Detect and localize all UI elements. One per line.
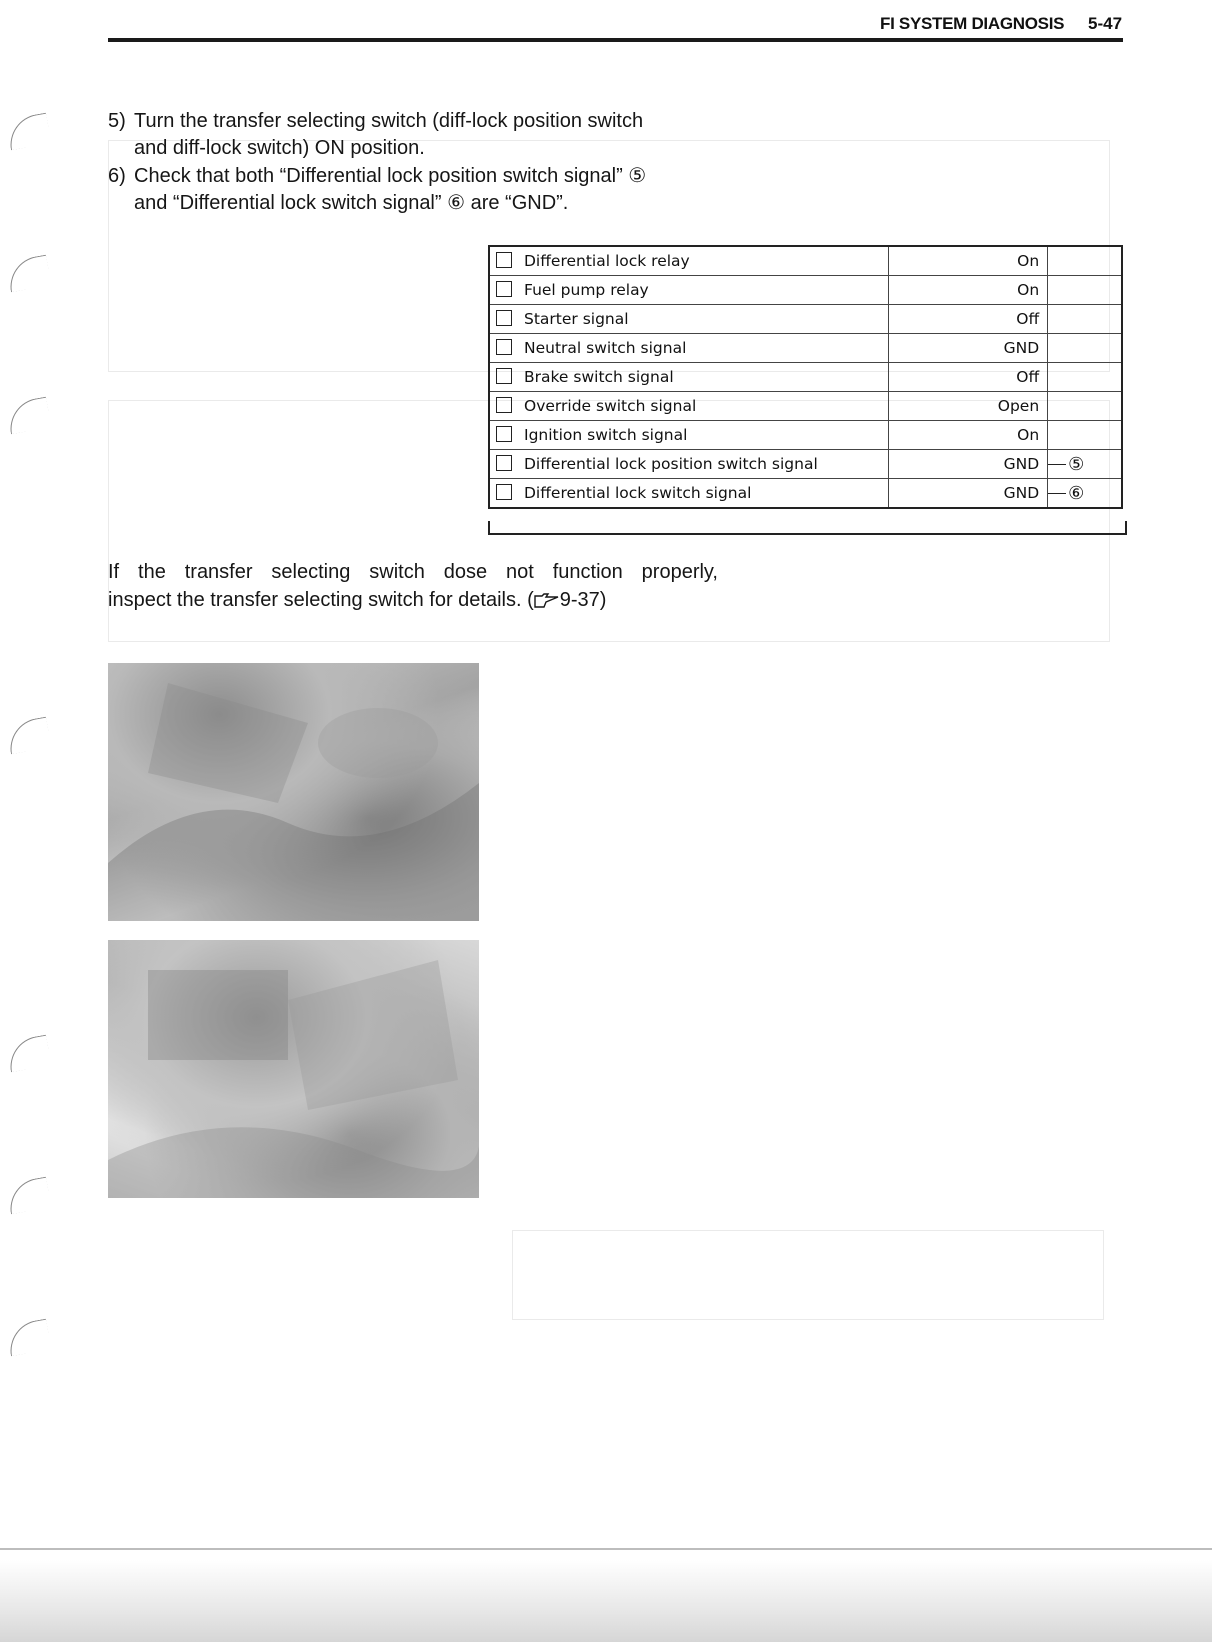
signal-name-cell <box>489 334 888 363</box>
callout-cell <box>1048 305 1122 334</box>
bleed-through-frame <box>512 1230 1104 1320</box>
checkbox-icon <box>496 339 512 355</box>
signal-name-cell <box>489 363 888 392</box>
callout-cell <box>1048 363 1122 392</box>
signal-name-cell <box>489 246 888 276</box>
callout-cell <box>1048 479 1122 509</box>
header-rule <box>108 38 1123 42</box>
callout-cell <box>1048 276 1122 305</box>
photo-switch-coupler <box>108 940 479 1198</box>
signal-name: Starter signal <box>524 310 629 328</box>
checkbox-icon <box>496 455 512 471</box>
callout-leader-line <box>1048 493 1066 494</box>
photo-transfer-switch-connector <box>108 663 479 921</box>
inspection-note <box>108 558 718 614</box>
step-5 <box>108 108 718 162</box>
step-number: 6) <box>108 165 126 187</box>
table-row <box>489 392 1122 421</box>
bottom-rule <box>0 1548 1212 1550</box>
signal-name-cell <box>489 450 888 479</box>
binder-hole <box>6 113 52 151</box>
signal-name: Override switch signal <box>524 397 697 415</box>
binder-hole <box>6 717 52 755</box>
signal-value: On <box>888 421 1047 450</box>
callout-cell <box>1048 334 1122 363</box>
checkbox-icon <box>496 484 512 500</box>
signal-name: Differential lock position switch signal <box>524 455 818 473</box>
binder-hole <box>6 1035 52 1073</box>
checkbox-icon <box>496 252 512 268</box>
step-text-line1: Turn the transfer selecting switch (diff-lock position switch <box>134 110 644 132</box>
table-row <box>489 276 1122 305</box>
callout-cell <box>1048 421 1122 450</box>
signal-name-cell <box>489 421 888 450</box>
step-text-line2: and “Differential lock switch signal” ⑥ are “GND”. <box>134 192 569 214</box>
table-row <box>489 305 1122 334</box>
checkbox-icon <box>496 426 512 442</box>
signal-name: Differential lock relay <box>524 252 690 270</box>
callout-cell <box>1048 246 1122 276</box>
table-row <box>489 334 1122 363</box>
reference-pointer-icon <box>534 586 560 614</box>
callout-label: ⑤ <box>1068 454 1085 475</box>
signal-value: On <box>888 276 1047 305</box>
callout-label: ⑥ <box>1068 483 1085 504</box>
signal-value: GND <box>888 450 1047 479</box>
checkbox-icon <box>496 281 512 297</box>
signal-name: Brake switch signal <box>524 368 674 386</box>
note-line2: inspect the transfer selecting switch for details. ( <box>108 589 534 611</box>
binder-hole <box>6 1177 52 1215</box>
checkbox-icon <box>496 397 512 413</box>
step-text-line1: Check that both “Differential lock position switch signal” ⑤ <box>134 165 647 187</box>
callout-cell <box>1048 392 1122 421</box>
signal-value: GND <box>888 479 1047 509</box>
signal-name-cell <box>489 305 888 334</box>
table-row <box>489 421 1122 450</box>
step-text-line2: and diff-lock switch) ON position. <box>134 137 425 159</box>
page-number: 5-47 <box>1088 14 1123 33</box>
step-6 <box>108 163 718 217</box>
checkbox-icon <box>496 310 512 326</box>
signal-name: Differential lock switch signal <box>524 484 752 502</box>
reference-page: 9-37) <box>559 589 607 611</box>
signal-value: On <box>888 246 1047 276</box>
binder-hole <box>6 397 52 435</box>
table-row <box>489 246 1122 276</box>
scan-shadow <box>0 1560 1212 1642</box>
table-row <box>489 363 1122 392</box>
binder-hole <box>6 1319 52 1357</box>
signal-table <box>488 245 1123 509</box>
callout-leader-line <box>1048 464 1066 465</box>
signal-name-cell <box>489 276 888 305</box>
step-number: 5) <box>108 110 126 132</box>
signal-value: Off <box>888 363 1047 392</box>
signal-value: Off <box>888 305 1047 334</box>
binder-hole <box>6 255 52 293</box>
signal-value: GND <box>888 334 1047 363</box>
signal-name-cell <box>489 392 888 421</box>
signal-name-cell <box>489 479 888 509</box>
section-title: FI SYSTEM DIAGNOSIS <box>880 14 1065 33</box>
table-row <box>489 450 1122 479</box>
signal-name: Neutral switch signal <box>524 339 687 357</box>
table-footer-strip <box>488 521 1127 535</box>
note-line1: If the transfer selecting switch dose not function properly, <box>108 561 718 583</box>
signal-name: Fuel pump relay <box>524 281 649 299</box>
table-row <box>489 479 1122 509</box>
callout-cell <box>1048 450 1122 479</box>
checkbox-icon <box>496 368 512 384</box>
signal-name: Ignition switch signal <box>524 426 688 444</box>
signal-value: Open <box>888 392 1047 421</box>
